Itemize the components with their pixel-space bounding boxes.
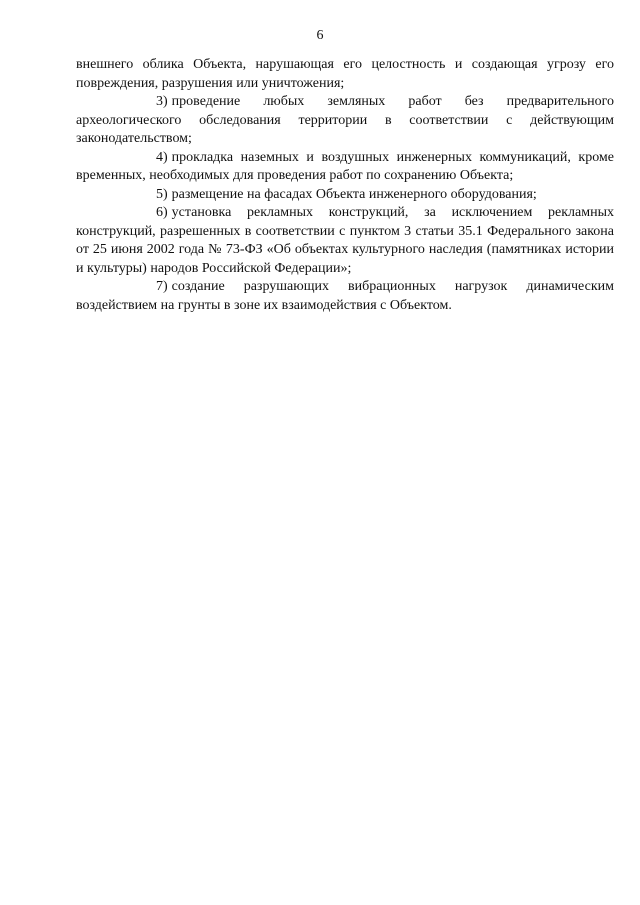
- list-item-number: 4): [156, 149, 168, 165]
- list-item-6: [76, 204, 614, 278]
- paragraph-text: внешнего облика Объекта, нарушающая его целостность и создающая угрозу его повреждения, разрушения или уничтожения;: [76, 57, 614, 91]
- page-number: 6: [316, 28, 324, 43]
- list-item-number: 5): [156, 186, 168, 202]
- document-body: [76, 56, 614, 315]
- list-item-number: 3): [156, 94, 168, 109]
- list-item-text: проведение любых земляных работ без предварительного археологического обследования территории в соответствии с действующим законодательством;: [76, 94, 614, 146]
- list-item-number: 6): [156, 205, 168, 220]
- list-item-text: прокладка наземных и воздушных инженерных коммуникаций, кроме временных, необходимых для проведения работ по сохранению Объекта;: [76, 149, 614, 183]
- list-item-text: установка рекламных конструкций, за исключением рекламных конструкций, разрешенных в соответствии с пунктом 3 статьи 35.1 Федерального закона от 25 июня 2002 года № 73-ФЗ «Об объектах культурного наследия (памятниках истории и культуры) народов Российской Федерации»;: [76, 205, 614, 276]
- list-item-5: [76, 186, 614, 205]
- list-item-4: [76, 149, 614, 186]
- list-item-number: 7): [156, 279, 168, 294]
- list-item-3: [76, 93, 614, 149]
- list-item-text: создание разрушающих вибрационных нагрузок динамическим воздействием на грунты в зоне их взаимодействия с Объектом.: [76, 279, 614, 313]
- paragraph-continuation: [76, 56, 614, 93]
- list-item-text: размещение на фасадах Объекта инженерного оборудования;: [171, 186, 537, 202]
- list-item-7: [76, 278, 614, 315]
